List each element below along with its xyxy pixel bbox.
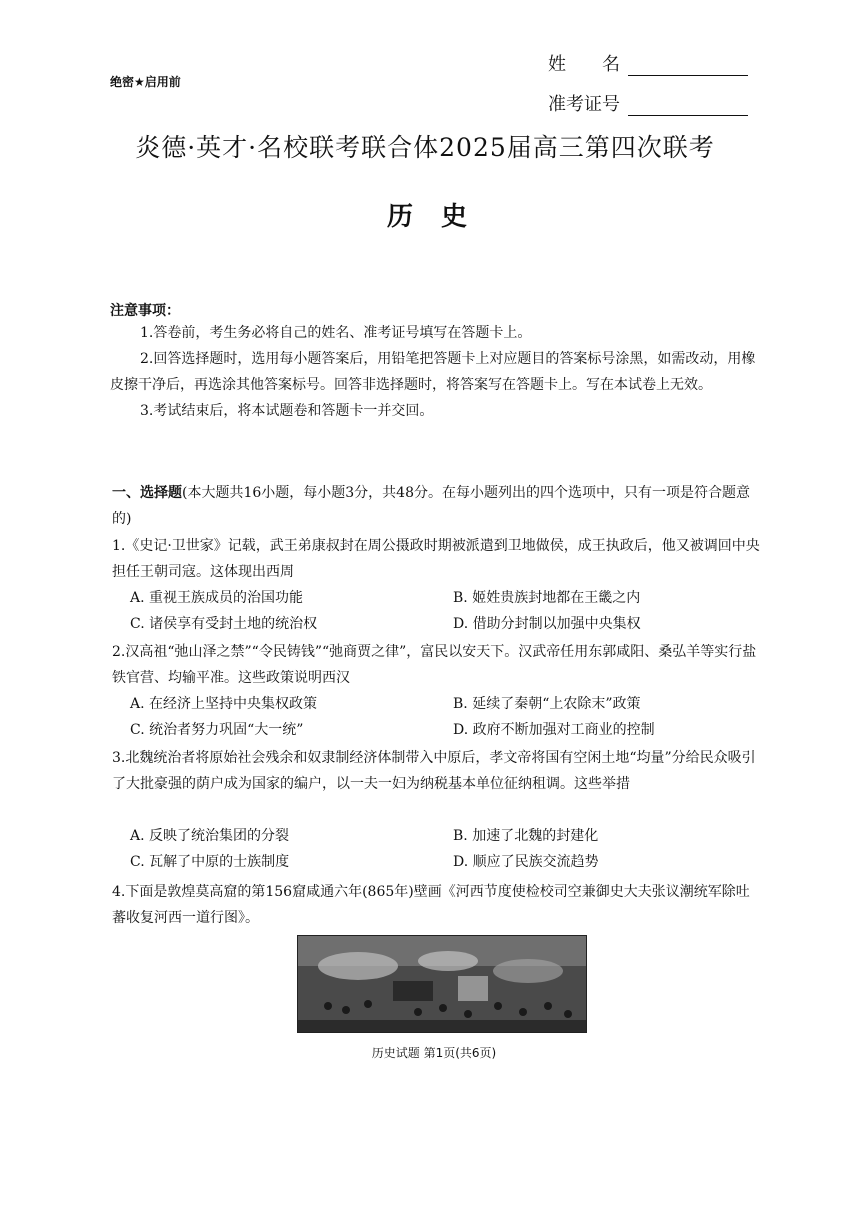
- question-3-stem: 3.北魏统治者将原始社会残余和奴隶制经济体制带入中原后，孝文帝将国有空闲土地“均量”分给民众吸引了大批豪强的荫户成为国家的编户，以一夫一妇为纳税基本单位征纳租调。这些举措: [112, 750, 756, 792]
- question-2-stem: 2.汉高祖“弛山泽之禁”“令民铸钱”“弛商贾之律”，富民以安天下。汉武帝任用东郭咸阳、桑弘羊等实行盐铁官营、均输平准。这些政策说明西汉: [112, 644, 757, 686]
- subject-title: 历史: [386, 202, 495, 232]
- option-a[interactable]: A. 反映了统治集团的分裂: [130, 828, 290, 844]
- option-c[interactable]: C. 统治者努力巩固“大一统”: [130, 722, 304, 738]
- notes-heading: 注意事项：: [110, 303, 180, 319]
- option-b[interactable]: B. 延续了秦朝“上农除末”政策: [453, 696, 641, 712]
- option-d[interactable]: D. 借助分封制以加强中央集权: [453, 616, 641, 632]
- option-b[interactable]: B. 加速了北魏的封建化: [453, 828, 599, 844]
- question-3-options: [130, 823, 750, 875]
- exam-id-label: 准考证号: [548, 94, 620, 115]
- question-1-options: [130, 585, 750, 637]
- option-c[interactable]: C. 瓦解了中原的士族制度: [130, 854, 290, 870]
- page-footer: 历史试题 第1页(共6页): [371, 1046, 497, 1060]
- question-4-stem: 4.下面是敦煌莫高窟的第156窟咸通六年(865年)壁画《河西节度使检校司空兼御史大夫张议潮统军除吐蕃收复河西一道行图》。: [112, 884, 750, 926]
- note-item: 1.答卷前，考生务必将自己的姓名、准考证号填写在答题卡上。: [140, 325, 532, 341]
- note-item: 2.回答选择题时，选用每小题答案后，用铅笔把答题卡上对应题目的答案标号涂黑，如需改动，用橡皮擦干净后，再选涂其他答案标号。回答非选择题时，将答案写在答题卡上。写在本试卷上无效。: [110, 351, 756, 393]
- option-d[interactable]: D. 政府不断加强对工商业的控制: [453, 722, 655, 738]
- option-c[interactable]: C. 诸侯享有受封土地的统治权: [130, 616, 318, 632]
- note-item: 3.考试结束后，将本试题卷和答题卡一并交回。: [140, 403, 434, 419]
- section-heading: [112, 480, 760, 532]
- exam-title: 炎德·英才·名校联考联合体2025届高三第四次联考: [135, 133, 715, 162]
- name-blank-line[interactable]: [628, 57, 748, 76]
- exam-id-field: [548, 90, 748, 116]
- mural-illustration: [298, 936, 586, 1032]
- notes-list: [110, 320, 760, 424]
- mural-image: [297, 935, 587, 1033]
- option-a[interactable]: A. 重视王族成员的治国功能: [130, 590, 304, 606]
- option-d[interactable]: D. 顺应了民族交流趋势: [453, 854, 599, 870]
- question-1-stem: 1.《史记·卫世家》记载，武王弟康叔封在周公摄政时期被派遣到卫地做侯，成王执政后，他又被调回中央担任王朝司寇。这体现出西周: [112, 538, 760, 580]
- name-label: 姓 名: [548, 54, 620, 75]
- question-2-options: [130, 691, 750, 743]
- confidential-label: 绝密★启用前: [110, 75, 181, 89]
- option-a[interactable]: A. 在经济上坚持中央集权政策: [130, 696, 318, 712]
- section-description: (本大题共16小题，每小题3分，共48分。在每小题列出的四个选项中，只有一项是符合题意的): [112, 485, 750, 527]
- name-field: [548, 50, 748, 76]
- section-title: 一、选择题: [112, 485, 182, 501]
- exam-id-blank-line[interactable]: [628, 97, 748, 116]
- option-b[interactable]: B. 姬姓贵族封地都在王畿之内: [453, 590, 641, 606]
